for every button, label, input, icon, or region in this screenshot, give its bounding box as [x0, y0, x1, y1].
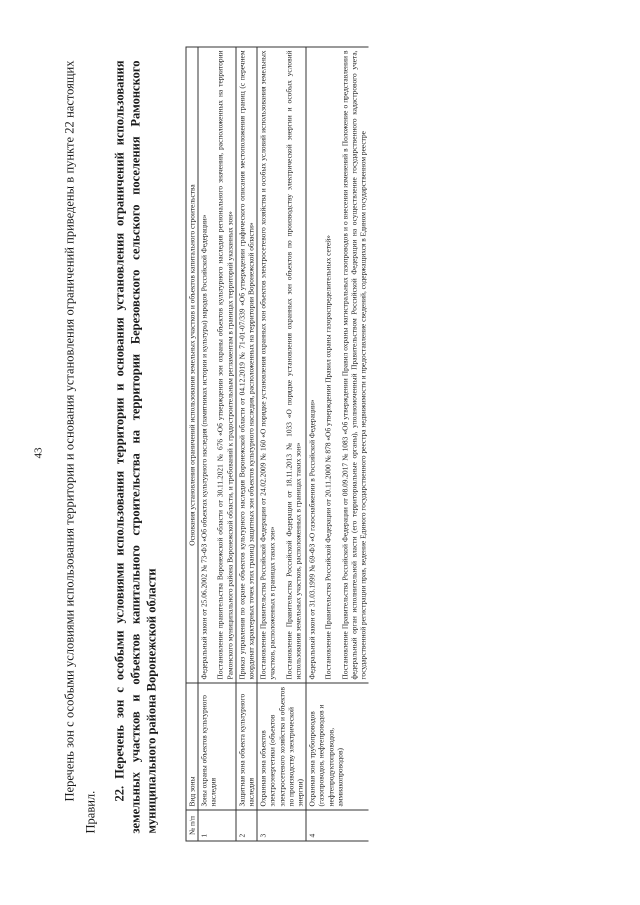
- table-row: [198, 47, 236, 841]
- basis-document: Постановление Правительства Российской Федерации от 24.02.2009 № 160 «О порядке установления охранных зон объектов электросетевого хозяйства и особых условий использования земельных участков, расположенных в границах таких зон»: [258, 50, 277, 679]
- row-zone-kind: Охранная зона трубопроводов (газопроводов, нефтепроводов и нефтепродуктопроводов, аммиакопроводов): [306, 683, 369, 810]
- basis-document: Федеральный закон от 31.03.1999 № 69-ФЗ «О газоснабжении в Российской Федерации»: [307, 399, 317, 679]
- basis-document: Постановление правительства Воронежской области от 30.11.2021 № 676 «Об утверждении зон охраны объектов культурного наследия регионального значения, расположенных на территории Рамонского муниципального района Воронежской области, и требований к градостроительным регламентам в границах территорий указанных зон»: [215, 50, 234, 679]
- table-row: [257, 47, 306, 841]
- header-num: № п/п: [186, 810, 198, 841]
- row-num: 1: [198, 810, 236, 841]
- row-num: 3: [257, 810, 306, 841]
- basis-document: Постановление Правительства Российской Федерации от 18.11.2013 № 1033 «О порядке установления охранных зон объектов по производству электрической энергии и особых условий использования земельных участков, расположенных в границах таких зон»: [283, 50, 302, 679]
- intro-paragraph: Перечень зон с особыми условиями использования территории и основания установления ограничений приведены в пункте 22 настоящих Правил.: [61, 60, 97, 833]
- basis-document: Постановление Правительства Российской Федерации от 20.11.2000 № 878 «Об утверждении Правил охраны газораспределительных сетей»: [323, 234, 333, 679]
- header-basis: Основания установления ограничений использования земельных участков и объектов капитального строительства: [186, 47, 198, 683]
- table-header-row: [186, 47, 198, 841]
- table-row: [235, 47, 256, 841]
- zones-table: [185, 46, 368, 841]
- row-zone-kind: Зоны охраны объектов культурного наследия: [198, 683, 236, 810]
- row-zone-kind: Защитная зона объекта культурного наследия: [235, 683, 256, 810]
- page-number: 43: [32, 447, 44, 458]
- basis-document: Приказ управления по охране объектов культурного наследия Воронежской области от 04.12.2019 № 71-01-07/339 «Об утверждении графического описания местоположения границ (с перечнем координат характерных точек этих границ) защитных зон объектов культурного наследия, расположенных на территории Воронежской области»: [236, 50, 256, 679]
- row-num: 4: [306, 810, 369, 841]
- table-row: [306, 47, 369, 841]
- row-basis: [257, 47, 306, 683]
- row-zone-kind: Охранная зона объектов электроэнергетики (объектов электросетевого хозяйства и объектов по производству электрической энергии): [257, 683, 306, 810]
- basis-document: Постановление Правительства Российской Федерации от 08.09.2017 № 1083 «Об утверждении Правил охраны магистральных газопроводов и о внесении изменений в Положение о представлении в федеральный орган исполнительной власти (его территориальные органы), уполномоченный Правительством Российской Федерации на осуществление государственного кадастрового учета, государственной регистрации прав, ведение Единого государственного реестра недвижимости и предоставление сведений, содержащихся в Едином государственном реестре: [339, 50, 368, 679]
- row-basis: [198, 47, 236, 683]
- row-basis: [306, 47, 369, 683]
- section-title: 22. Перечень зон с особыми условиями использования территории и основания установления ограничений использования земельных участков и объектов капитального строительства на территории Березовского сельского поселения Рамонского муниципального района Воронежской области: [111, 60, 158, 833]
- row-basis: [235, 47, 256, 683]
- header-zone-kind: Вид зоны: [186, 683, 198, 810]
- basis-document: Федеральный закон от 25.06.2002 № 73-ФЗ «Об объектах культурного наследия (памятниках истории и культуры) народов Российской Федерации»: [199, 214, 209, 679]
- row-num: 2: [235, 810, 256, 841]
